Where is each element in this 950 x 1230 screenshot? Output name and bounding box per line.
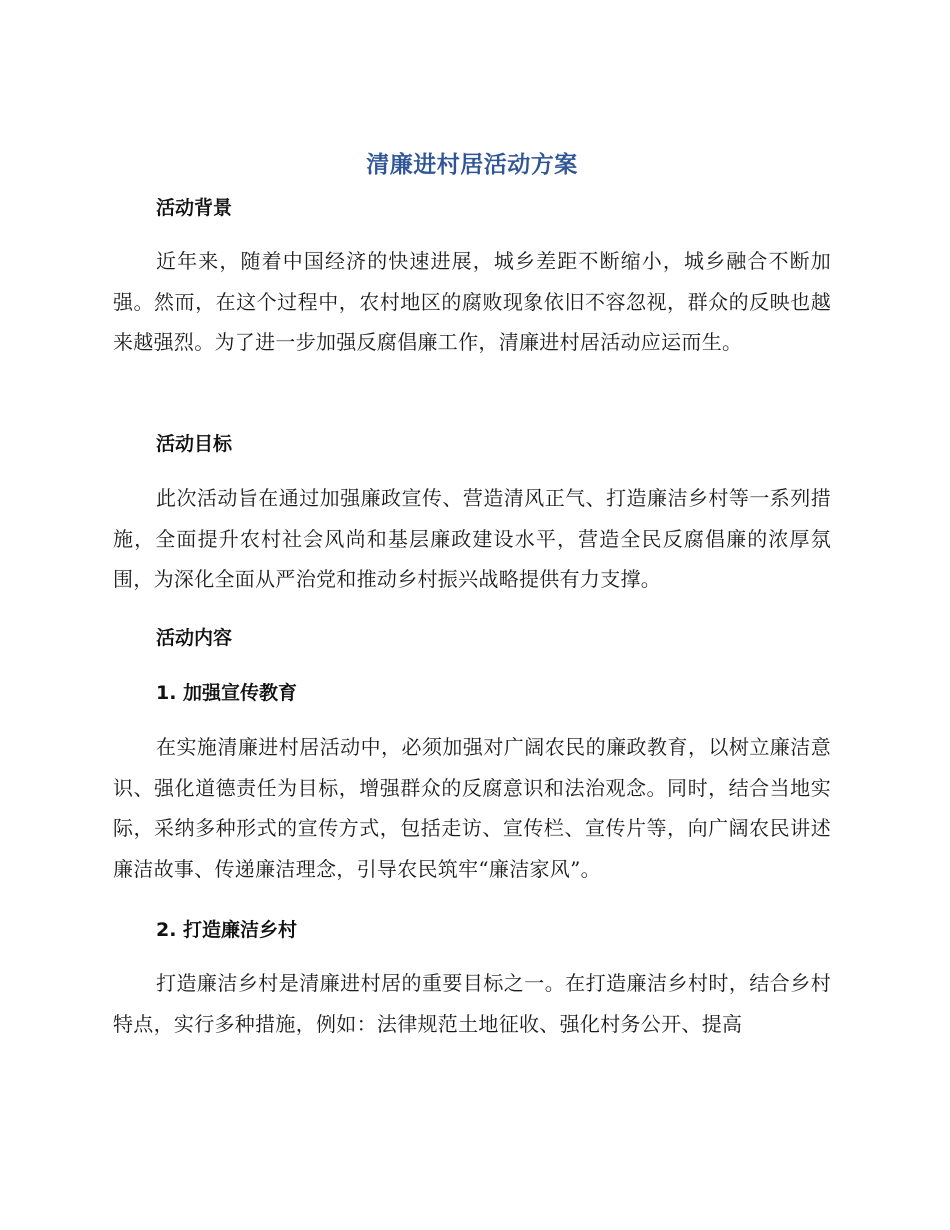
subsection-heading-publicity: 1. 加强宣传教育 [156,682,298,704]
document-title: 清廉进村居活动方案 [366,152,578,178]
subsection-heading-clean-village: 2. 打造廉洁乡村 [156,919,298,941]
section-heading-content: 活动内容 [156,627,233,649]
subsection-paragraph-clean-village: 打造廉洁乡村是清廉进村居的重要目标之一。在打造廉洁乡村时，结合乡村特点，实行多种措施，例如：法律规范土地征收、强化村务公开、提高 [113,971,831,1036]
section-heading-background: 活动背景 [156,197,233,219]
section-heading-goal: 活动目标 [156,433,233,455]
section-paragraph-background: 近年来，随着中国经济的快速进展，城乡差距不断缩小，城乡融合不断加强。然而，在这个过程中，农村地区的腐败现象依旧不容忽视，群众的反映也越来越强烈。为了进一步加强反腐倡廉工作，清廉进村居活动应运而生。 [113,249,831,354]
subsection-paragraph-publicity: 在实施清廉进村居活动中，必须加强对广阔农民的廉政教育，以树立廉洁意识、强化道德责任为目标，增强群众的反腐意识和法治观念。同时，结合当地实际，采纳多种形式的宣传方式，包括走访、宣传栏、宣传片等，向广阔农民讲述廉洁故事、传递廉洁理念，引导农民筑牢“廉洁家风”。 [113,735,831,881]
section-paragraph-goal: 此次活动旨在通过加强廉政宣传、营造清风正气、打造廉洁乡村等一系列措施，全面提升农村社会风尚和基层廉政建设水平，营造全民反腐倡廉的浓厚氛围，为深化全面从严治党和推动乡村振兴战略提供有力支撑。 [113,486,831,591]
